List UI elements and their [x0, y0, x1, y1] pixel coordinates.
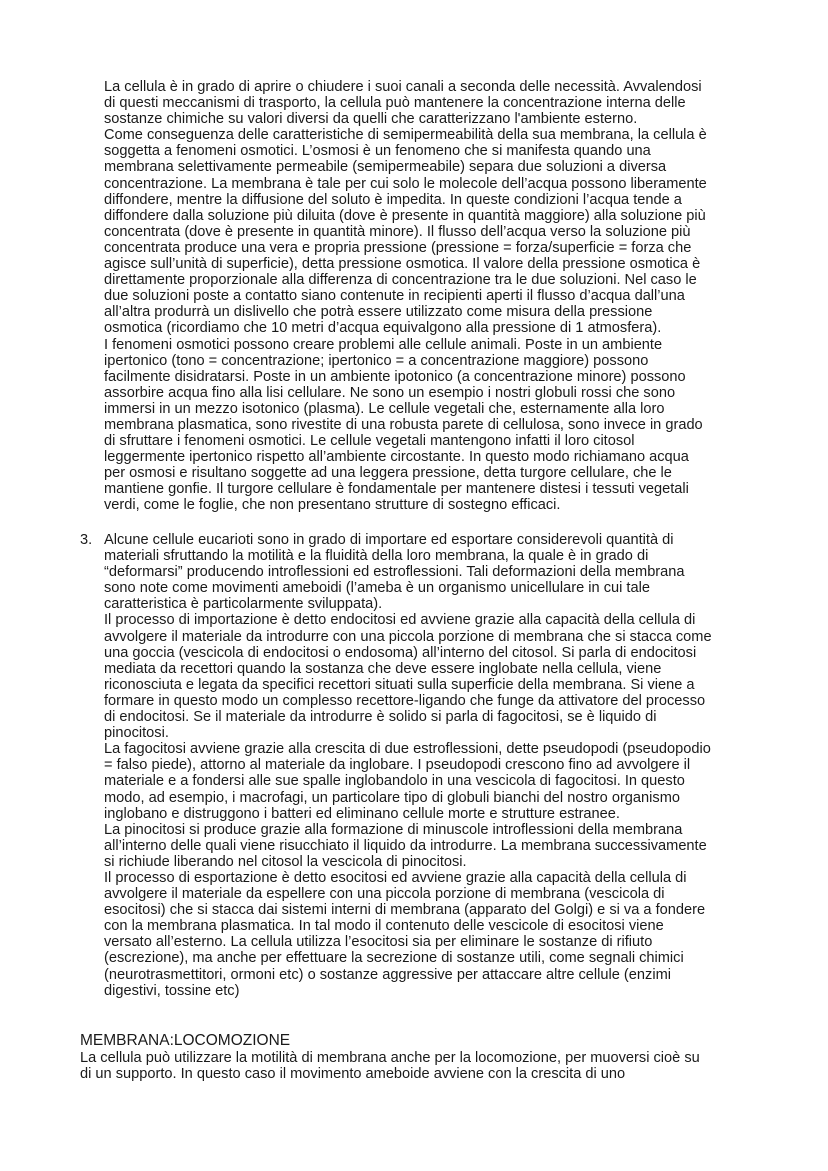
- section-heading: MEMBRANA:LOCOMOZIONE: [80, 1032, 291, 1049]
- section-paragraph: La cellula può utilizzare la motilità di membrana anche per la locomozione, per muoversi cioè su di un supporto. In questo caso il movimento ameboide avviene con la crescita di uno: [80, 1050, 700, 1083]
- continued-text: [104, 79, 752, 514]
- paragraph-osmosis: Come conseguenza delle caratteristiche di semipermeabilità della sua membrana, la cellula è soggetta a fenomeni osmotici. L’osmosi è un fenomeno che si manifesta quando una membrana selettivamente permeabile (semipermeabile) separa due soluzioni a diversa concentrazione. La membrana è tale per cui solo le molecole dell’acqua possono liberamente diffondere, mentre la diffusione del soluto è impedita. In queste condizioni l’acqua tende a diffondere dalla soluzione più diluita (dove è presente in quantità maggiore) alla soluzione più concentrata (dove è presente in quantità minore). Il flusso dell’acqua verso la soluzione più concentrata produce una vera e propria pressione (pressione = forza/superficie = forza che agisce sull’unità di superficie), detta pressione osmotica. Il valore della pressione osmotica è direttamente proporzionale alla differenza di concentrazione tra le due soluzioni. Nel caso le due soluzioni poste a contatto siano contenute in recipienti aperti il flusso d’acqua dall’una all’altra produrrà un dislivello che potrà essere utilizzato come misura della pressione osmotica (ricordiamo che 10 metri d’acqua equivalgono alla pressione di 1 atmosfera).: [104, 127, 707, 337]
- paragraph-endocytosis: Il processo di importazione è detto endocitosi ed avviene grazie alla capacità della cellula di avvolgere il materiale da introdurre con una piccola porzione di membrana che si stacca come una goccia (vescicola di endocitosi o endosoma) all’interno del citosol. Si parla di endocitosi mediata da recettori quando la sostanza che deve essere inglobate nella cellula, viene riconosciuta e legata da specifici recettori situati sulla superficie della membrana. Si viene a formare in questo modo un complesso recettore-ligando che funge da attivatore del processo di endocitosi. Se il materiale da introdurre è solido si parla di fagocitosi, se è liquido di pinocitosi.: [104, 612, 712, 742]
- paragraph-pinocytosis: La pinocitosi si produce grazie alla formazione di minuscole introflessioni della membrana all’interno delle quali viene risucchiato il liquido da introdurre. La membrana successivamente si richiude liberando nel citosol la vescicola di pinocitosi.: [104, 821, 707, 870]
- paragraph-phagocytosis: La fagocitosi avviene grazie alla crescita di due estroflessioni, dette pseudopodi (pseudopodio = falso piede), attorno al materiale da inglobare. I pseudopodi crescono fino ad avvolgere il materiale e a fondersi alle sue spalle inglobandolo in una vescicola di fagocitosi. In questo modo, ad esempio, i macrofagi, un particolare tipo di globuli bianchi del nostro organismo inglobano e distruggono i batteri ed eliminano cellule morte e strutture estranee.: [104, 741, 711, 822]
- paragraph-exocytosis: Il processo di esportazione è detto esocitosi ed avviene grazie alla capacità della cellula di avvolgere il materiale da espellere con una piccola porzione di membrana (vescicola di esocitosi) che si stacca dai sistemi interni di membrana (apparato del Golgi) e si va a fondere con la membrana plasmatica. In tal modo il contenuto delle vescicole di esocitosi viene versato all’esterno. La cellula utilizza l’esocitosi sia per eliminare le sostanze di rifiuto (escrezione), ma anche per effettuare la secrezione di sostanze utili, come segnali chimici (neurotrasmettitori, ormoni etc) o sostanze aggressive per attaccare altre cellule (enzimi digestivi, tossine etc): [104, 869, 706, 999]
- list-number: 3.: [80, 532, 93, 548]
- paragraph-channels: La cellula è in grado di aprire o chiudere i suoi canali a seconda delle necessità. Avvalendosi di questi meccanismi di trasporto, la cellula può mantenere la concentrazione interna delle sostanze chimiche su valori diversi da quelli che caratterizzano l'ambiente esterno.: [104, 79, 702, 128]
- paragraph-amoeboid: Alcune cellule eucarioti sono in grado di importare ed esportare considerevoli quantità di materiali sfruttando la motilità e la fluidità della loro membrana, la quale è in grado di “deformarsi” producendo introflessioni ed estroflessioni. Tali deformazioni della membrana sono note come movimenti ameboidi (l’ameba è un organismo unicellulare in cui tale caratteristica è particolarmente sviluppata).: [104, 532, 685, 613]
- paragraph-osmotic-phenomena: I fenomeni osmotici possono creare problemi alle cellule animali. Poste in un ambiente ipertonico (tono = concentrazione; ipertonico = a concentrazione maggiore) possono facilmente disidratarsi. Poste in un ambiente ipotonico (a concentrazione minore) possono assorbire acqua fino alla lisi cellulare. Ne sono un esempio i nostri globuli rossi che sono immersi in un mezzo isotonico (plasma). Le cellule vegetali che, esternamente alla loro membrana plasmatica, sono rivestite di una robusta parete di cellulosa, sono invece in grado di sfruttare i fenomeni osmotici. Le cellule vegetali mantengono infatti il loro citosol leggermente ipertonico rispetto all’ambiente circostante. In questo modo richiamano acqua per osmosi e risultano soggette ad una leggera pressione, detta turgore cellulare, che le mantiene gonfie. Il turgore cellulare è fondamentale per mantenere distesi i tessuti vegetali verdi, come le foglie, che non presentano strutture di sostegno efficaci.: [104, 336, 703, 514]
- list-item-3: [80, 532, 752, 999]
